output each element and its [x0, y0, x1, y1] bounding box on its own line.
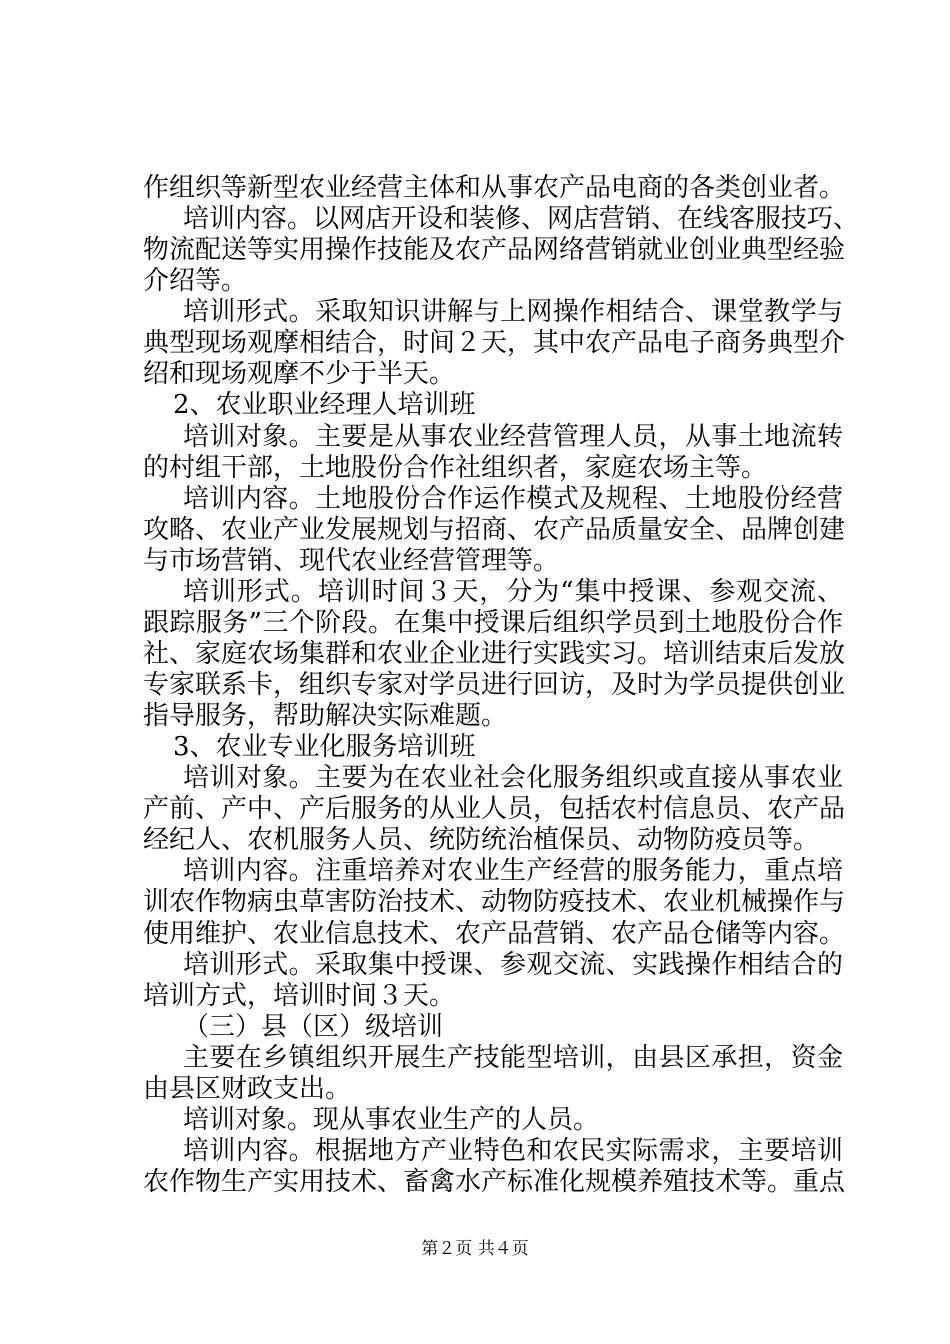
text-line: 农作物生产实用技术、畜禽水产标准化规模养殖技术等。重点	[143, 1167, 846, 1197]
text-line: 培训对象。现从事农业生产的人员。	[183, 1105, 600, 1135]
text-line: 专家联系卡，组织专家对学员进行回访，及时为学员提供创业	[143, 670, 846, 700]
text-line: 培训对象。主要为在农业社会化服务组织或直接从事农业	[183, 763, 843, 793]
text-line: 培训内容。土地股份合作运作模式及规程、土地股份经营	[183, 484, 843, 514]
text-line: 培训对象。主要是从事农业经营管理人员，从事土地流转	[183, 422, 843, 452]
text-line: 使用维护、农业信息技术、农产品营销、农产品仓储等内容。	[143, 919, 846, 949]
text-line: 由县区财政支出。	[143, 1074, 352, 1104]
text-line: 培训方式，培训时间３天。	[143, 981, 456, 1011]
text-line: 培训形式。培训时间３天，分为“集中授课、参观交流、	[183, 577, 843, 607]
text-line: 主要在乡镇组织开展生产技能型培训，由县区承担，资金	[183, 1043, 843, 1073]
text-line: 经纪人、农机服务人员、统防统治植保员、动物防疫员等。	[143, 825, 820, 855]
section-heading: 2、农业职业经理人培训班	[173, 390, 476, 420]
text-line: 跟踪服务”三个阶段。在集中授课后组织学员到土地股份合作	[143, 608, 843, 638]
text-line: 典型现场观摩相结合，时间２天，其中农产品电子商务典型介	[143, 328, 846, 358]
section-heading: 3、农业专业化服务培训班	[173, 732, 476, 762]
text-line: 培训内容。以网店开设和装修、网店营销、在线客服技巧、	[183, 204, 860, 234]
text-line: 培训形式。采取集中授课、参观交流、实践操作相结合的	[183, 950, 843, 980]
text-line: 攻略、农业产业发展规划与招商、农产品质量安全、品牌创建	[143, 515, 846, 545]
text-line: 与市场营销、现代农业经营管理等。	[143, 546, 560, 576]
text-line: 指导服务，帮助解决实际难题。	[143, 701, 508, 731]
text-line: 社、家庭农场集群和农业企业进行实践实习。培训结束后发放	[143, 639, 846, 669]
page-footer: 第２页 共４页	[421, 1239, 529, 1259]
section-heading: （三）县（区）级培训	[183, 1012, 444, 1042]
text-line: 培训内容。注重培养对农业生产经营的服务能力，重点培	[183, 856, 843, 886]
text-line: 训农作物病虫草害防治技术、动物防疫技术、农业机械操作与	[143, 887, 846, 917]
text-line: 培训形式。采取知识讲解与上网操作相结合、课堂教学与	[183, 297, 843, 327]
text-line: 作组织等新型农业经营主体和从事农产品电商的各类创业者。	[143, 173, 846, 203]
text-line: 培训内容。根据地方产业特色和农民实际需求，主要培训	[183, 1136, 843, 1166]
text-line: 产前、产中、产后服务的从业人员，包括农村信息员、农产品	[143, 794, 846, 824]
text-line: 绍和现场观摩不少于半天。	[143, 359, 456, 389]
text-line: 的村组干部，土地股份合作社组织者，家庭农场主等。	[143, 453, 768, 483]
text-line: 介绍等。	[143, 266, 248, 296]
text-line: 物流配送等实用操作技能及农产品网络营销就业创业典型经验	[143, 235, 846, 265]
